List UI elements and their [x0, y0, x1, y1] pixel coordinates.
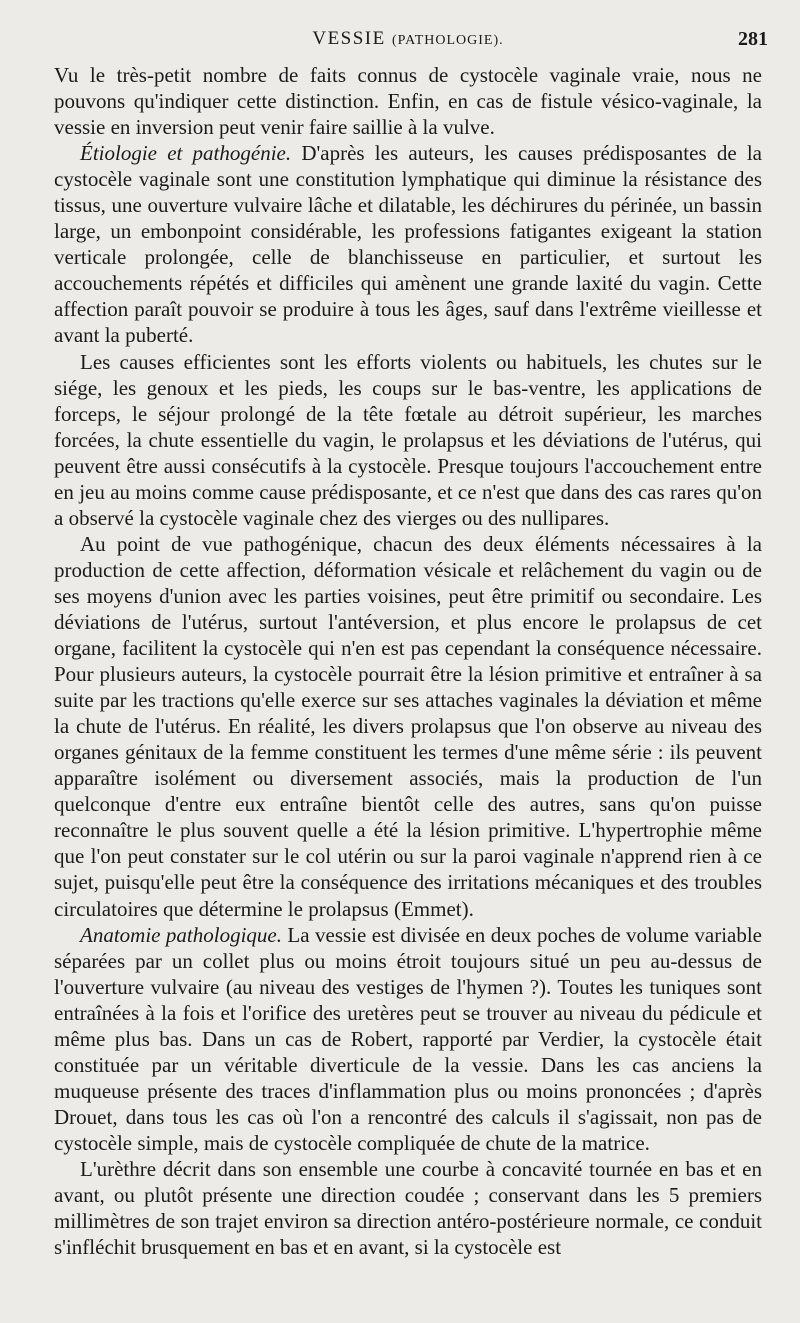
- paragraph-6: [54, 1156, 762, 1260]
- paragraph-2: [54, 140, 762, 348]
- running-head: [54, 28, 768, 62]
- paragraph-5: [54, 922, 762, 1156]
- paragraph-6-text: L'urèthre décrit dans son ensemble une courbe à concavité tournée en bas et en avant, ou plutôt présente une direction coudée ; conservant dans les 5 premiers millimètres de son trajet environ sa direction antéro-postérieure normale, ce conduit s'infléchit brusquement en bas et en avant, si la cystocèle est: [54, 1156, 762, 1260]
- paragraph-2-text: D'après les auteurs, les causes prédisposantes de la cystocèle vaginale sont une constitution lymphatique qui diminue la résistance des tissus, une ouverture vulvaire lâche et dilatable, les déchirures du périnée, un bassin large, un embonpoint considérable, les professions fatigantes exigeant la station verticale prolongée, celle de blanchisseuse en particulier, et surtout les accouchements répétés et difficiles qui amènent une grande laxité du vagin. Cette affection paraît pouvoir se produire à tous les âges, sauf dans l'extrême vieillesse et avant la puberté.: [54, 141, 763, 348]
- paragraph-3-text: Les causes efficientes sont les efforts violents ou habituels, les chutes sur le siége, les genoux et les pieds, les coups sur le bas-ventre, les applications de forceps, le séjour prolongé de la tête fœtale au détroit supérieur, les marches forcées, la chute essentielle du vagin, le prolapsus et les déviations de l'utérus, qui peuvent être aussi consécutifs à la cystocèle. Presque toujours l'accouchement entre en jeu au moins comme cause prédisposante, et ce n'est que dans des cas rares qu'on a observé la cystocèle vaginale chez des vierges ou des nullipares.: [54, 349, 762, 530]
- paragraph-5-text: La vessie est divisée en deux poches de volume variable séparées par un collet plus ou moins étroit toujours situé un peu au-dessus de l'ouverture vulvaire (au niveau des vestiges de l'hymen ?). Toutes les tuniques sont entraînées à la fois et l'orifice des uretères peut se trouver au niveau du pédicule et même plus bas. Dans un cas de Robert, rapporté par Verdier, la cystocèle était constituée par un véritable diverticule de la vessie. Dans les cas anciens la muqueuse présente des traces d'inflammation plus ou moins prononcées ; d'après Drouet, dans tous les cas où l'on a rencontré des calculs il s'agissait, non pas de cystocèle simple, mais de cystocèle compliquée de chute de la matrice.: [54, 922, 763, 1155]
- paragraph-4: [54, 531, 762, 922]
- section-heading-etiologie: Étiologie et pathogénie.: [80, 141, 292, 166]
- paragraph-3: [54, 349, 762, 531]
- running-title: [54, 28, 762, 50]
- page-number: 281: [738, 28, 768, 50]
- section-heading-anatomie: Anatomie pathologique.: [80, 922, 282, 947]
- paragraph-1-text: Vu le très-petit nombre de faits connus de cystocèle vaginale vraie, nous ne pouvons qu'indiquer cette distinction. Enfin, en cas de fistule vésico-vaginale, la vessie en inversion peut venir faire saillie à la vulve.: [54, 63, 762, 140]
- body-text: [54, 62, 762, 1260]
- paragraph-1: [54, 62, 762, 140]
- paragraph-4-text: Au point de vue pathogénique, chacun des deux éléments nécessaires à la production de cette affection, déformation vésicale et relâchement du vagin ou de ses moyens d'union avec les parties voisines, peut être primitif ou secondaire. Les déviations de l'utérus, surtout l'antéversion, et plus encore le prolapsus de cet organe, facilitent la cystocèle qui n'en est pas cependant la conséquence nécessaire. Pour plusieurs auteurs, la cystocèle pourrait être la lésion primitive et entraîner à sa suite par les tractions qu'elle exerce sur ses attaches vaginales la déviation et même la chute de l'utérus. En réalité, les divers prolapsus que l'on observe au niveau des organes génitaux de la femme constituent les termes d'une même série : ils peuvent apparaître isolément ou diversement associés, mais la production de l'un quelconque d'entre eux entraîne bientôt celle des autres, sans qu'on puisse reconnaître le plus souvent quelle a été la lésion primitive. L'hypertrophie même que l'on peut constater sur le col utérin ou sur la paroi vaginale n'apprend rien à ce sujet, puisqu'elle peut être la conséquence des irritations mécaniques et des troubles circulatoires que détermine le prolapsus (Emmet).: [54, 531, 762, 921]
- running-title-subtitle: (PATHOLOGIE).: [392, 33, 504, 48]
- running-title-main: VESSIE: [312, 28, 386, 49]
